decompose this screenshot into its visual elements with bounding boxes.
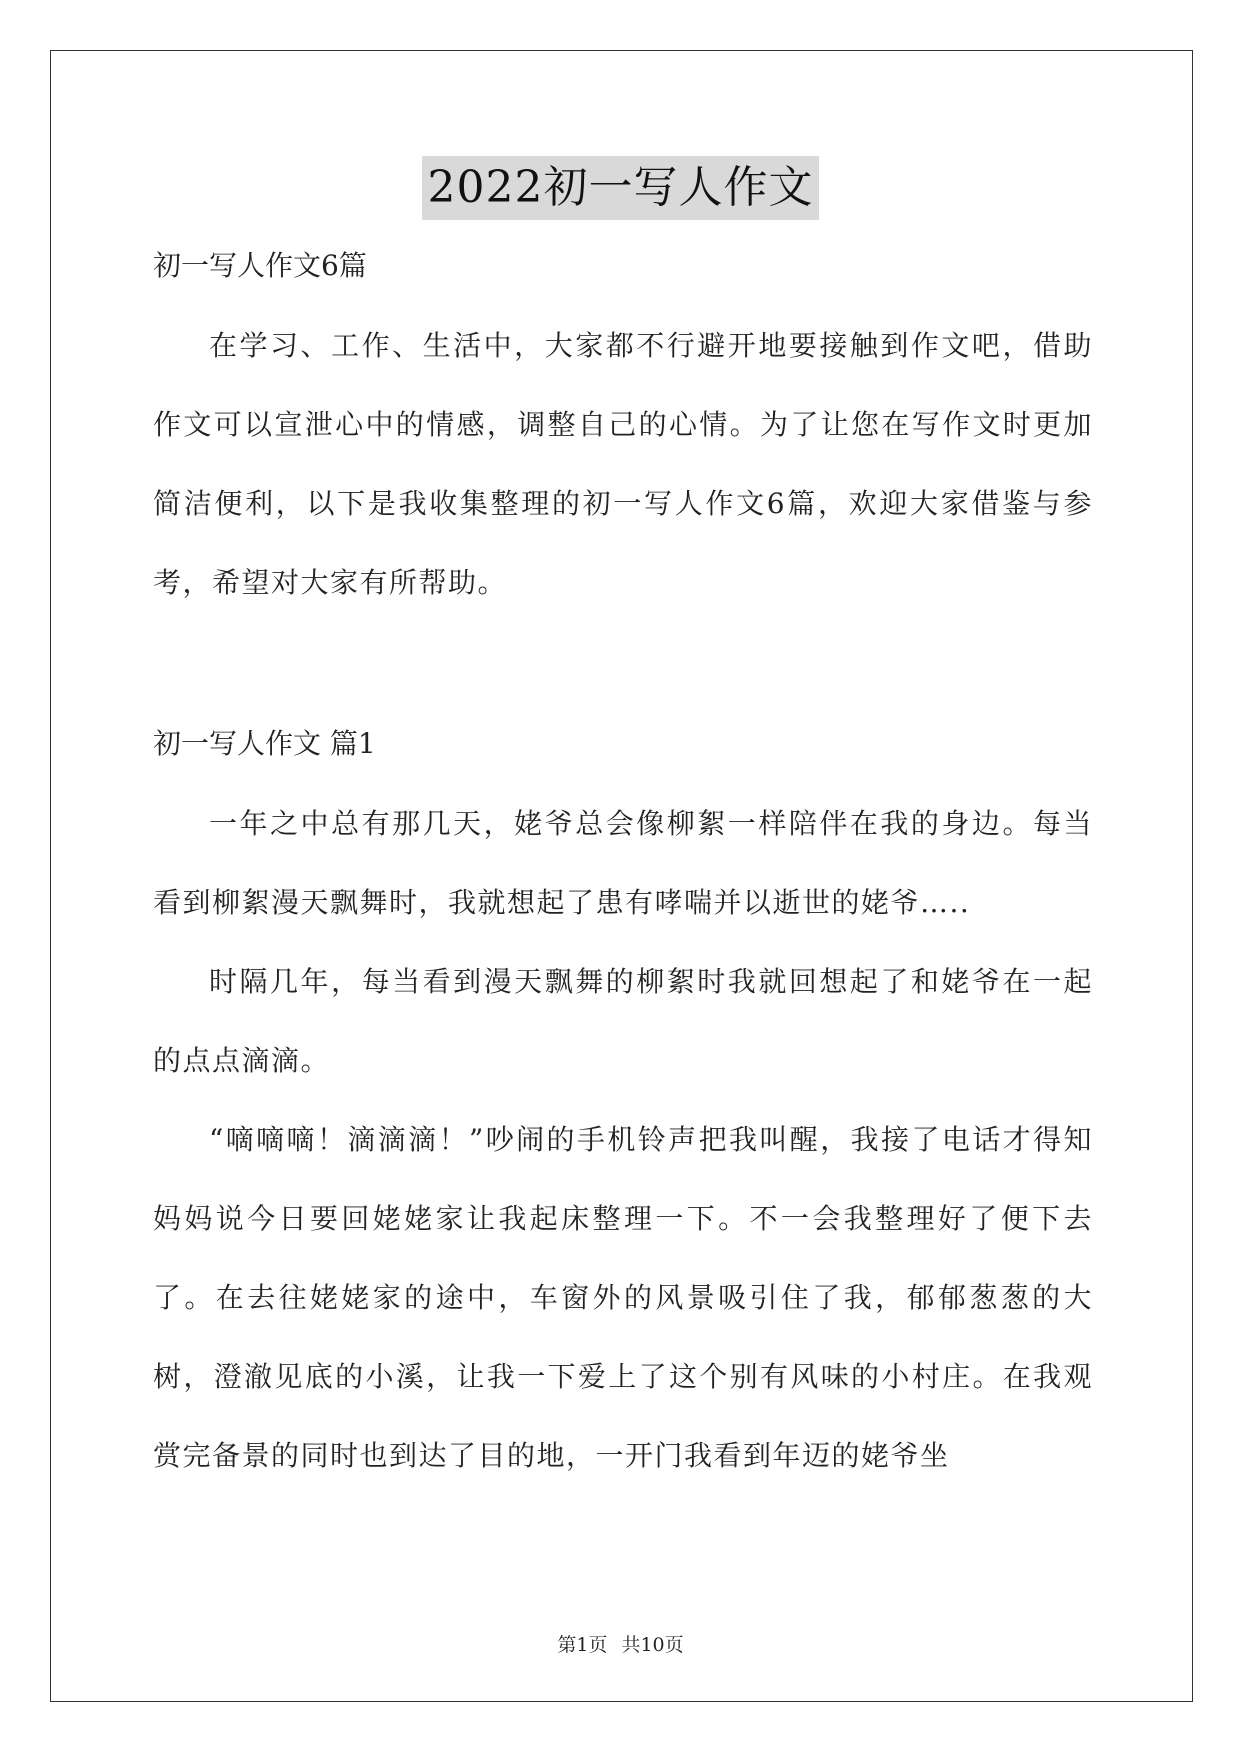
section-gap [153,622,1093,704]
page-footer [0,1630,1241,1657]
title-container [0,156,1241,220]
document-title: 2022初一写人作文 [422,156,820,220]
body-paragraph: “嘀嘀嘀！滴滴滴！”吵闹的手机铃声把我叫醒，我接了电话才得知妈妈说今日要回姥姥家让我起床整理一下。不一会我整理好了便下去了。在去往姥姥家的途中，车窗外的风景吸引住了我，郁郁葱葱的大树，澄澈见底的小溪，让我一下爱上了这个别有风味的小村庄。在我观赏完备景的同时也到达了目的地，一开门我看到年迈的姥爷坐 [153,1123,1093,1472]
section-heading-essay-1: 初一写人作文 篇1 [153,727,376,760]
document-body [153,226,1093,1495]
page-total: 共10页 [621,1634,684,1656]
body-paragraph: 一年之中总有那几天，姥爷总会像柳絮一样陪伴在我的身边。每当看到柳絮漫天飘舞时，我就想起了患有哮喘并以逝世的姥爷….. [153,807,1093,919]
body-paragraph: 时隔几年，每当看到漫天飘舞的柳絮时我就回想起了和姥爷在一起的点点滴滴。 [153,965,1093,1077]
intro-paragraph: 在学习、工作、生活中，大家都不行避开地要接触到作文吧，借助作文可以宣泄心中的情感，调整自己的心情。为了让您在写作文时更加简洁便利，以下是我收集整理的初一写人作文6篇，欢迎大家借鉴与参考，希望对大家有所帮助。 [153,329,1093,599]
page-number: 第1页 [557,1634,608,1656]
section-heading-overview: 初一写人作文6篇 [153,249,367,282]
